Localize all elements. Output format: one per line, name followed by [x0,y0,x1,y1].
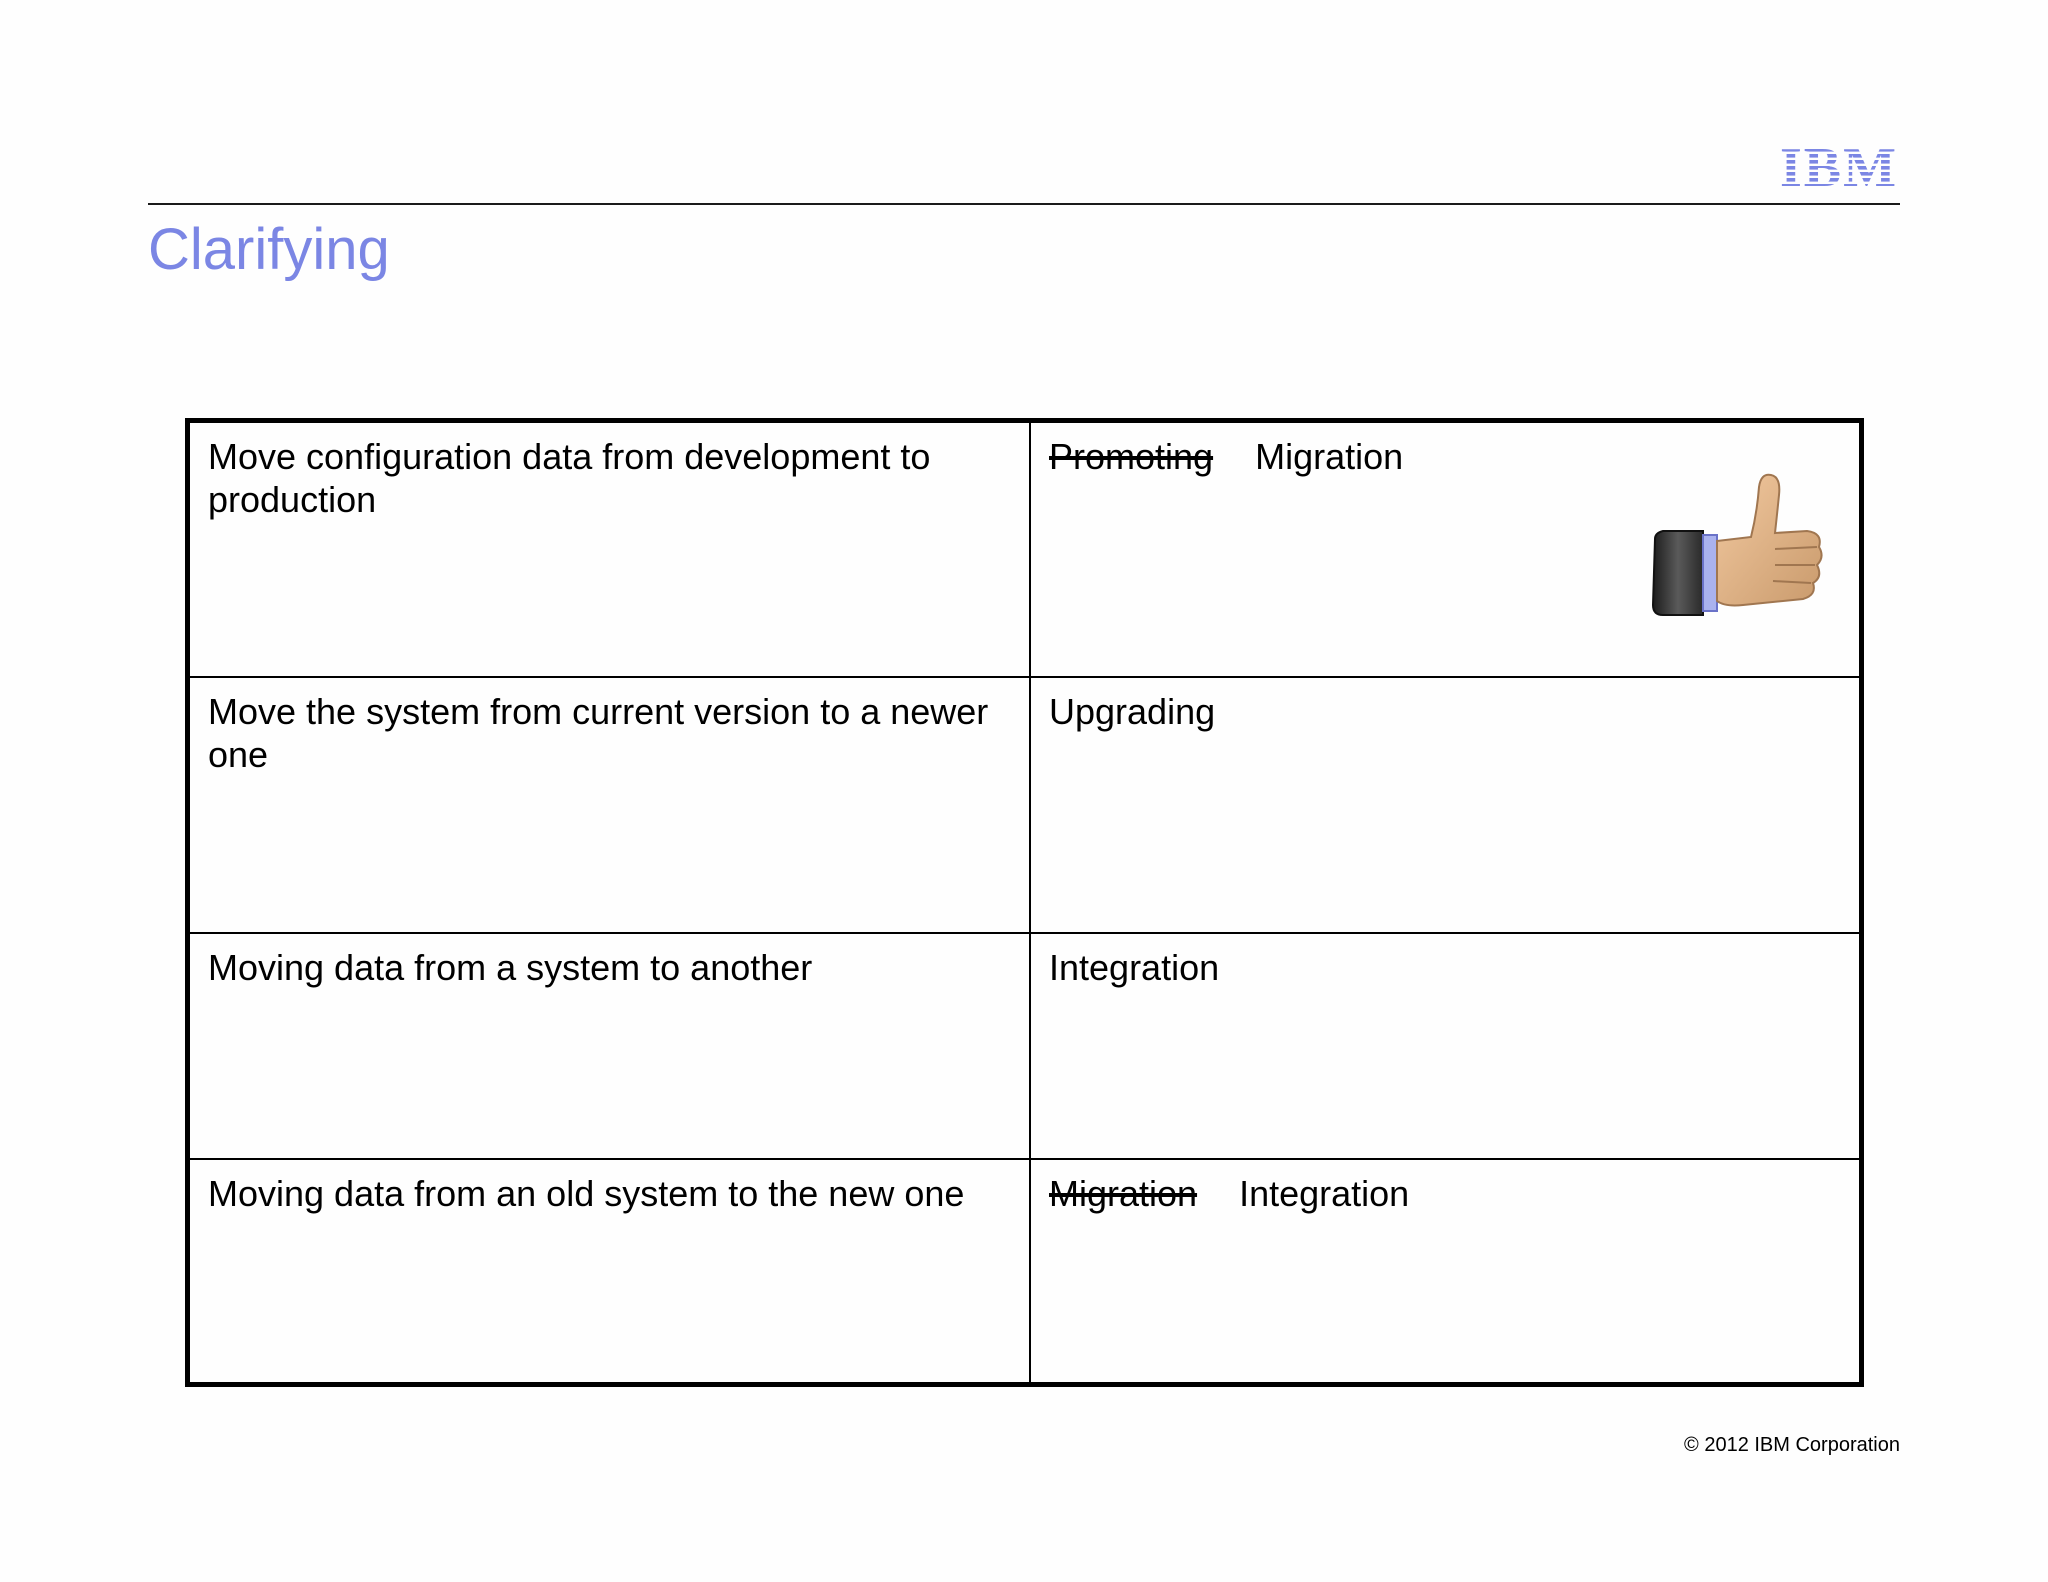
ibm-logo [1778,136,1900,190]
term-cell [1030,933,1862,1159]
svg-text:IBM: IBM [1780,137,1898,190]
description-cell [188,933,1031,1159]
description-cell [188,421,1031,677]
table-row [188,933,1862,1159]
term-text: Integration [1239,1172,1410,1214]
term-text: Integration [1049,946,1220,988]
thumbs-up-icon [1647,467,1825,619]
description-cell [188,1159,1031,1385]
table-row [188,421,1862,677]
description-text: Move the system from current version to a newer one [208,690,989,775]
description-text: Move configuration data from development to production [208,436,931,520]
term-text: Migration [1255,436,1404,477]
header-rule [148,203,1900,205]
struck-term: Migration [1049,1172,1198,1214]
description-text: Moving data from an old system to the new one [208,1172,965,1214]
term-cell [1030,677,1862,933]
description-text: Moving data from a system to another [208,946,813,988]
table-row [188,677,1862,933]
struck-term: Promoting [1049,436,1214,477]
description-cell [188,677,1031,933]
term-cell [1030,1159,1862,1385]
table-row [188,1159,1862,1385]
term-cell [1030,421,1862,677]
copyright-footer: © 2012 IBM Corporation [1684,1434,1900,1456]
terms-table [185,418,1864,1387]
term-text: Upgrading [1049,690,1216,732]
slide-title: Clarifying [148,217,390,282]
